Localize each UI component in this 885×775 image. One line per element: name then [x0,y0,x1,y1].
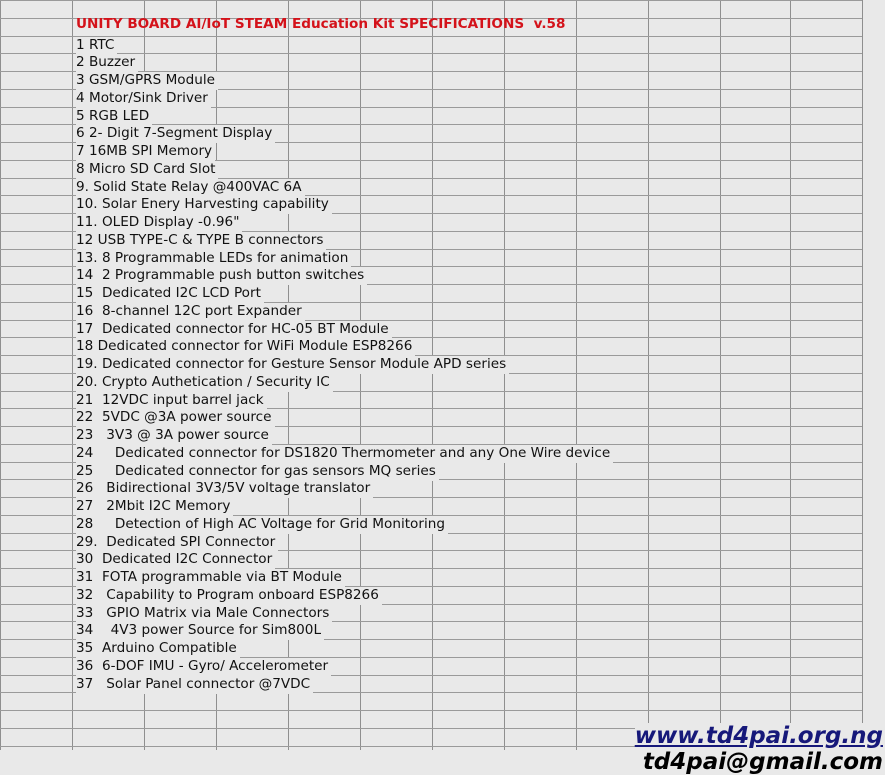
spec-item: 23 3V3 @ 3A power source [76,427,272,445]
spec-item: 18 Dedicated connector for WiFi Module ESP8266 [76,338,415,356]
spec-item: 4 Motor/Sink Driver [76,90,211,108]
sheet-title: UNITY BOARD AI/IoT STEAM Education Kit SPECIFICATIONS v.58 [76,16,566,32]
column-line [0,0,1,750]
column-line [862,0,863,750]
spec-item: 33 GPIO Matrix via Male Connectors [76,605,332,623]
spec-item: 5 RGB LED [76,108,152,126]
spec-item: 34 4V3 power Source for Sim800L [76,622,324,640]
spec-item: 37 Solar Panel connector @7VDC [76,676,313,694]
spec-item: 1 RTC [76,37,117,55]
spec-item: 30 Dedicated I2C Connector [76,551,275,569]
spec-item: 20. Crypto Authetication / Security IC [76,374,333,392]
spec-item: 7 16MB SPI Memory [76,143,215,161]
spec-item: 15 Dedicated I2C LCD Port [76,285,264,303]
spec-item: 19. Dedicated connector for Gesture Sensor Module APD series [76,356,509,374]
spec-item: 13. 8 Programmable LEDs for animation [76,250,351,268]
spec-item: 6 2- Digit 7-Segment Display [76,125,275,143]
email-address: td4pai@gmail.com [642,749,883,775]
spec-item: 24 Dedicated connector for DS1820 Thermometer and any One Wire device [76,445,613,463]
spec-item: 12 USB TYPE-C & TYPE B connectors [76,232,326,250]
spec-item: 27 2Mbit I2C Memory [76,498,233,516]
column-line [72,0,73,750]
spec-item: 9. Solid State Relay @400VAC 6A [76,179,305,197]
spec-item: 32 Capability to Program onboard ESP8266 [76,587,382,605]
column-line [576,0,577,750]
row-line [0,710,862,711]
column-line [790,0,791,750]
spec-item: 11. OLED Display -0.96" [76,214,242,232]
row-line [0,0,862,1]
spec-item: 3 GSM/GPRS Module [76,72,218,90]
column-line [432,0,433,750]
column-line [360,0,361,750]
spec-item: 28 Detection of High AC Voltage for Grid Monitoring [76,516,448,534]
spec-item: 14 2 Programmable push button switches [76,267,367,285]
spec-item: 26 Bidirectional 3V3/5V voltage translator [76,480,373,498]
spec-item: 36 6-DOF IMU - Gyro/ Accelerometer [76,658,331,676]
spec-item: 10. Solar Enery Harvesting capability [76,196,332,214]
spec-item: 17 Dedicated connector for HC-05 BT Module [76,321,392,339]
spec-item: 31 FOTA programmable via BT Module [76,569,345,587]
spec-item: 21 12VDC input barrel jack [76,392,267,410]
column-line [504,0,505,750]
spec-item: 2 Buzzer [76,54,138,72]
spec-item: 29. Dedicated SPI Connector [76,534,278,552]
column-line [648,0,649,750]
row-line [0,36,862,37]
spec-item: 16 8-channel 12C port Expander [76,303,305,321]
spec-item: 22 5VDC @3A power source [76,409,275,427]
website-link[interactable]: www.td4pai.org.ng [634,723,883,749]
spec-item: 8 Micro SD Card Slot [76,161,218,179]
column-line [720,0,721,750]
spec-item: 35 Arduino Compatible [76,640,240,658]
spec-item: 25 Dedicated connector for gas sensors MQ series [76,463,439,481]
